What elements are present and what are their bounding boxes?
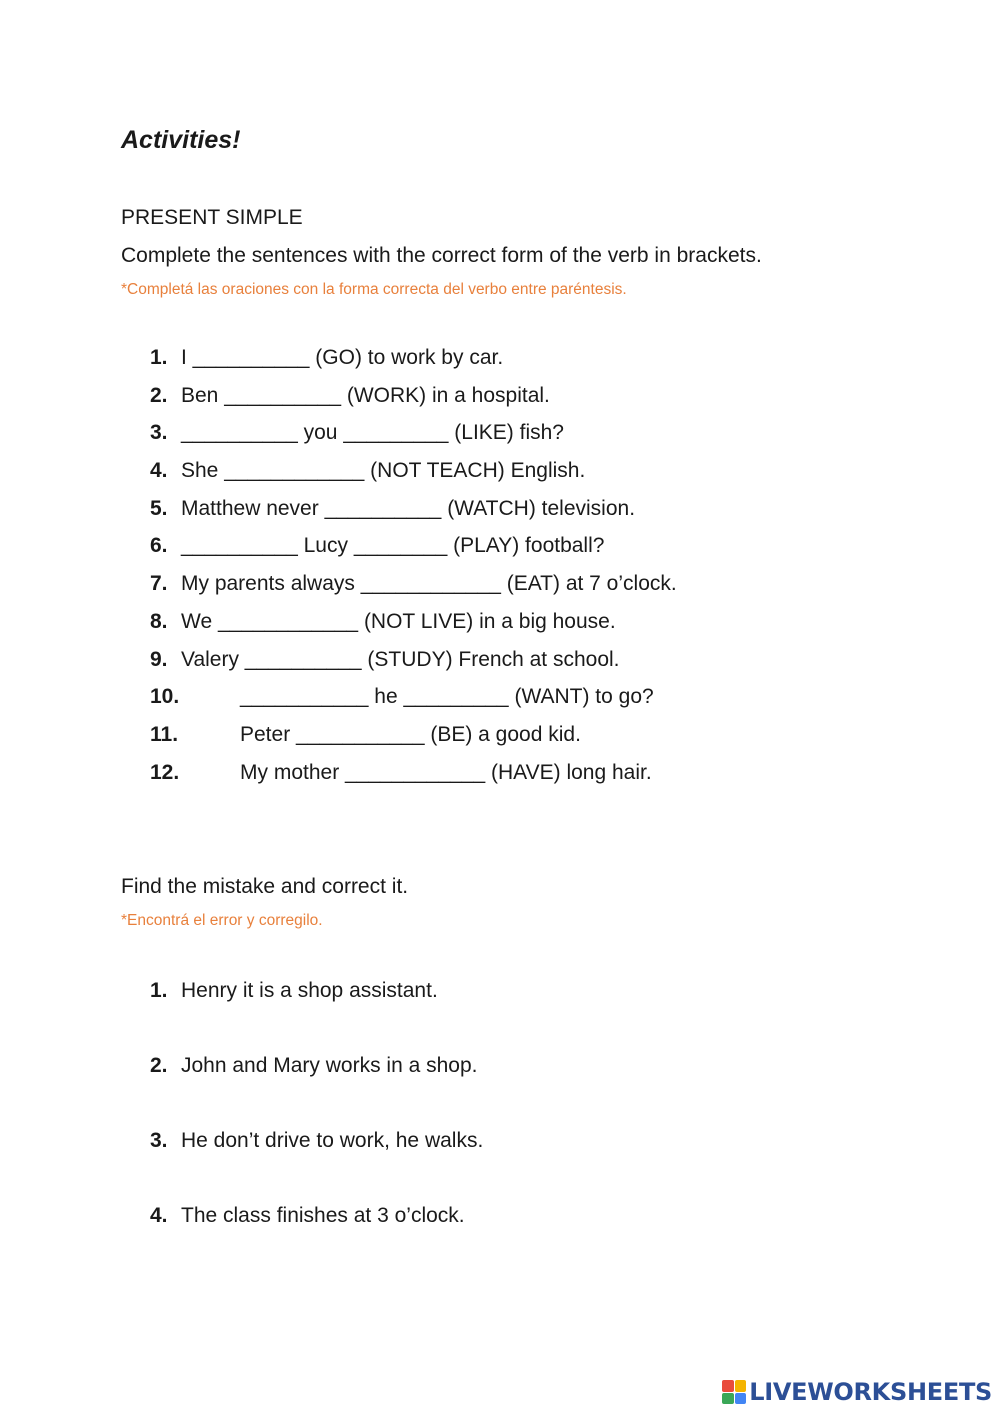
item-number: 10. — [150, 685, 180, 709]
item-text: My parents always ____________ (EAT) at 7 o’clock. — [181, 572, 677, 596]
exercise1-instruction: Complete the sentences with the correct form of the verb in brackets. — [121, 244, 762, 267]
item-text: Matthew never __________ (WATCH) television. — [181, 496, 636, 520]
item-text: John and Mary works in a shop. — [181, 1054, 478, 1077]
item-text: My mother ____________ (HAVE) long hair. — [240, 760, 652, 784]
item-number: 2. — [150, 1054, 168, 1077]
item-text: Henry it is a shop assistant. — [181, 979, 438, 1002]
item-text: He don’t drive to work, he walks. — [181, 1129, 484, 1152]
liveworksheets-logo-icon — [722, 1380, 746, 1404]
item-number: 7. — [150, 572, 168, 596]
item-number: 4. — [150, 459, 168, 483]
exercise2-note: *Encontrá el error y corregilo. — [121, 912, 323, 929]
list-item — [150, 759, 677, 797]
list-item — [150, 1202, 483, 1277]
item-number: 1. — [150, 979, 168, 1002]
list-item — [150, 683, 677, 721]
item-text: The class finishes at 3 o’clock. — [181, 1204, 465, 1227]
item-text: I __________ (GO) to work by car. — [181, 346, 504, 369]
list-item — [150, 532, 677, 570]
item-number: 3. — [150, 1129, 168, 1152]
item-number: 8. — [150, 609, 168, 633]
exercise2-list — [150, 977, 483, 1277]
item-text: ___________ he _________ (WANT) to go? — [240, 685, 654, 709]
list-item — [150, 344, 677, 382]
list-item — [150, 646, 677, 684]
list-item — [150, 419, 677, 457]
list-item — [150, 721, 677, 759]
exercise1-note: *Completá las oraciones con la forma correcta del verbo entre paréntesis. — [121, 281, 627, 298]
logo-square — [722, 1380, 734, 1392]
liveworksheets-brand[interactable] — [722, 1377, 992, 1407]
item-text: Ben __________ (WORK) in a hospital. — [181, 383, 550, 407]
item-number: 9. — [150, 647, 168, 671]
item-number: 3. — [150, 421, 168, 445]
list-item — [150, 382, 677, 420]
item-number: 1. — [150, 346, 168, 369]
item-text: Valery __________ (STUDY) French at school. — [181, 647, 620, 671]
list-item — [150, 1127, 483, 1202]
item-number: 4. — [150, 1204, 168, 1227]
item-text: Peter ___________ (BE) a good kid. — [240, 722, 581, 746]
list-item — [150, 977, 483, 1052]
item-text: We ____________ (NOT LIVE) in a big house. — [181, 609, 616, 633]
list-item — [150, 495, 677, 533]
item-text: __________ you _________ (LIKE) fish? — [181, 421, 564, 445]
logo-square — [735, 1380, 747, 1392]
item-text: She ____________ (NOT TEACH) English. — [181, 459, 586, 483]
item-number: 12. — [150, 760, 180, 784]
item-number: 6. — [150, 534, 168, 558]
item-number: 2. — [150, 383, 168, 407]
logo-square — [735, 1393, 747, 1405]
item-text: __________ Lucy ________ (PLAY) football? — [181, 534, 605, 558]
exercise2-instruction: Find the mistake and correct it. — [121, 875, 409, 898]
section-heading: PRESENT SIMPLE — [121, 206, 303, 229]
worksheet-title: Activities! — [121, 126, 241, 154]
brand-name: LIVEWORKSHEETS — [749, 1378, 992, 1406]
list-item — [150, 608, 677, 646]
list-item — [150, 570, 677, 608]
item-number: 5. — [150, 496, 168, 520]
list-item — [150, 457, 677, 495]
item-number: 11. — [150, 722, 179, 746]
exercise1-list — [150, 344, 677, 796]
list-item — [150, 1052, 483, 1127]
logo-square — [722, 1393, 734, 1405]
